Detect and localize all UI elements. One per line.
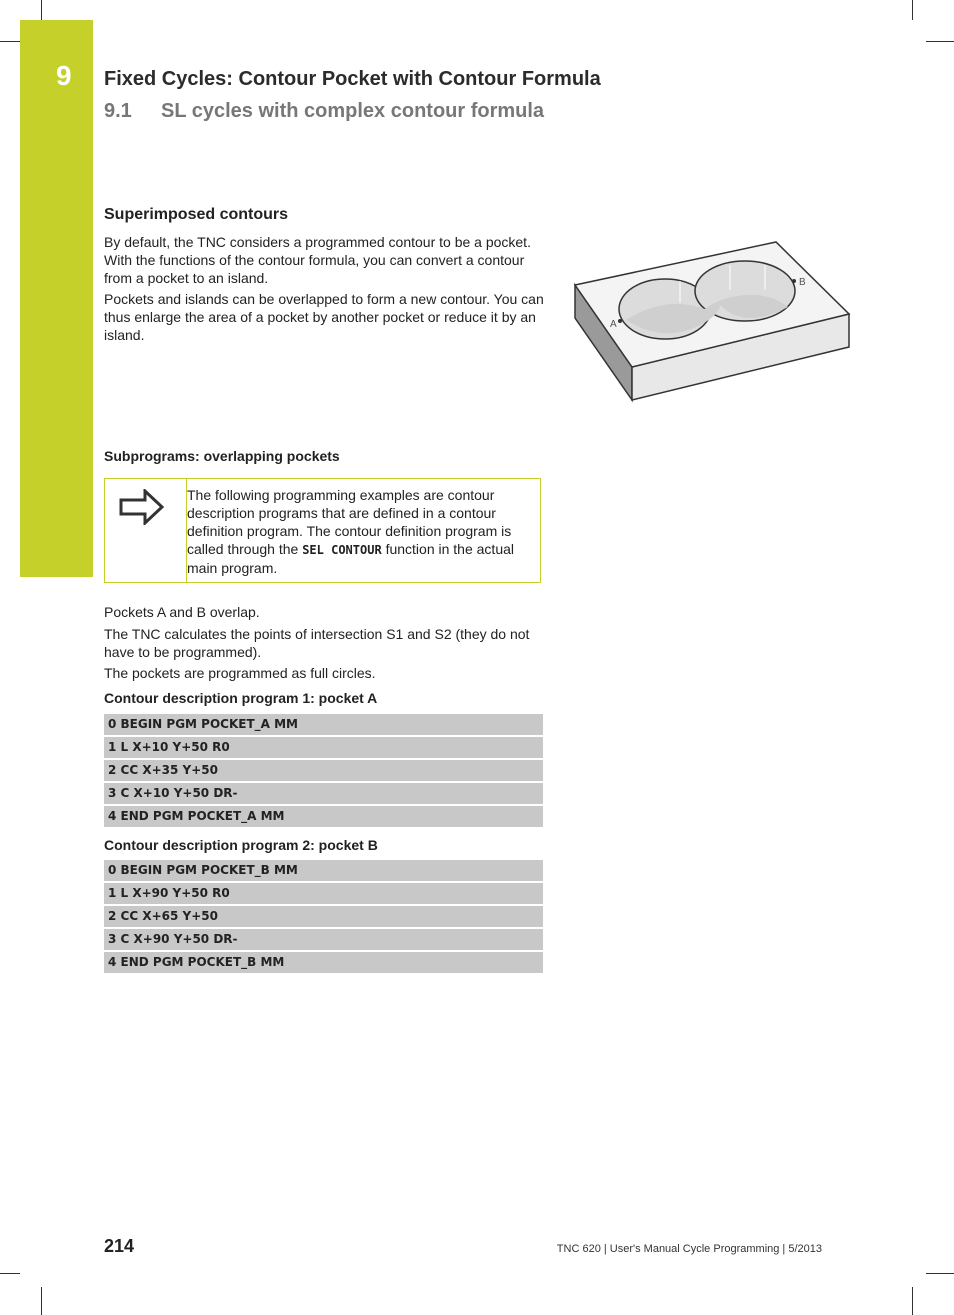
note-text-end: function in the actual main program.: [187, 541, 514, 576]
section-title: [104, 100, 544, 123]
code-line: 3 C X+90 Y+50 DR-: [104, 929, 543, 950]
crop-mark: [41, 0, 42, 20]
chapter-title: Fixed Cycles: Contour Pocket with Contour Formula: [104, 68, 601, 90]
label-a: A: [610, 319, 617, 330]
superimposed-pockets-figure: [570, 235, 860, 415]
code-line: 0 BEGIN PGM POCKET_B MM: [104, 860, 543, 881]
note-text: [187, 486, 527, 577]
full-circles-paragraph: The pockets are programmed as full circles.: [104, 665, 376, 681]
code-line: 1 L X+90 Y+50 R0: [104, 883, 543, 904]
superimposed-paragraph-2: Pockets and islands can be overlapped to form a new contour. You can thus enlarge the area of a pocket by another pocket or reduce it by an island.: [104, 291, 544, 343]
crop-mark: [0, 1273, 20, 1274]
code-line: 4 END PGM POCKET_B MM: [104, 952, 543, 973]
crop-mark: [0, 41, 20, 42]
crop-mark: [41, 1287, 42, 1315]
crop-mark: [926, 41, 954, 42]
program-a-heading: Contour description program 1: pocket A: [104, 690, 378, 706]
pocket-block-illustration: [570, 235, 860, 410]
note-box: [104, 478, 541, 583]
subprograms-heading: Subprograms: overlapping pockets: [104, 448, 340, 464]
note-text-start: The following programming examples are contour description programs that are defined in a contour definition program. The contour definition program is called through the: [187, 487, 512, 557]
superimposed-heading: Superimposed contours: [104, 206, 289, 223]
chapter-tab: [20, 20, 93, 577]
program-b-heading: Contour description program 2: pocket B: [104, 837, 378, 853]
intersection-paragraph: The TNC calculates the points of intersection S1 and S2 (they do not have to be programmed).: [104, 626, 530, 660]
section-title-text: SL cycles with complex contour formula: [161, 100, 545, 122]
code-line: 3 C X+10 Y+50 DR-: [104, 783, 543, 804]
page-number: 214: [104, 1236, 135, 1256]
arrow-right-icon: [119, 489, 165, 530]
crop-mark: [926, 1273, 954, 1274]
crop-mark: [912, 1287, 913, 1315]
code-line: 4 END PGM POCKET_A MM: [104, 806, 543, 827]
program-a-listing: [104, 714, 543, 829]
section-number: 9.1: [104, 100, 132, 122]
chapter-number: 9: [56, 60, 72, 91]
code-line: 2 CC X+65 Y+50: [104, 906, 543, 927]
code-line: 1 L X+10 Y+50 R0: [104, 737, 543, 758]
superimposed-paragraph-1: By default, the TNC considers a programmed contour to be a pocket. With the functions of the contour formula, you can convert a contour from a pocket to an island.: [104, 234, 531, 286]
program-b-listing: [104, 860, 543, 975]
overlap-paragraph: Pockets A and B overlap.: [104, 604, 260, 620]
crop-mark: [912, 0, 913, 20]
code-line: 0 BEGIN PGM POCKET_A MM: [104, 714, 543, 735]
code-line: 2 CC X+35 Y+50: [104, 760, 543, 781]
sel-contour-keyword: SEL CONTOUR: [302, 543, 382, 557]
label-b: B: [799, 277, 806, 288]
footer-doc-info: TNC 620 | User's Manual Cycle Programming | 5/2013: [556, 1243, 822, 1255]
